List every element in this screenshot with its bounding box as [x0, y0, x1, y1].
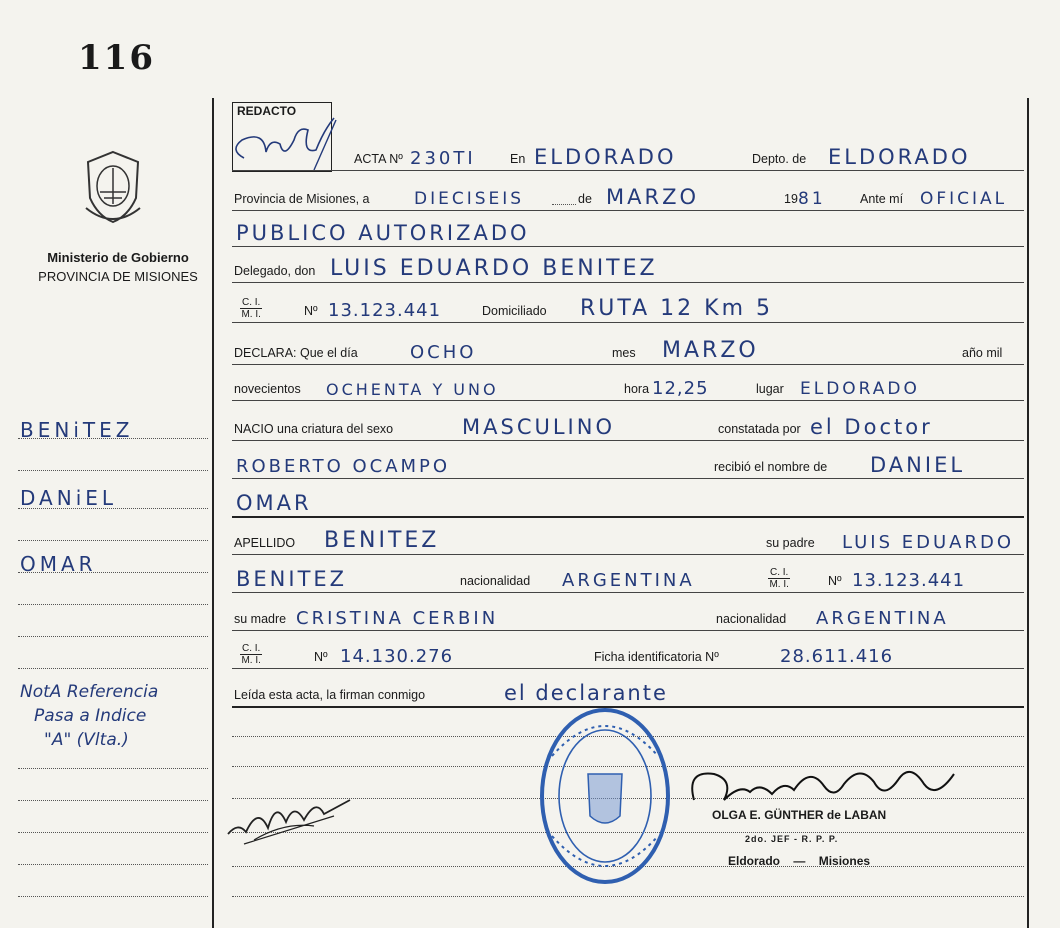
ci-mi-fraction: [240, 297, 262, 320]
mes-label: mes: [612, 346, 636, 360]
acta-row-3: [232, 216, 1024, 247]
dotted-fill: [552, 204, 576, 205]
mi-label: M. I.: [769, 579, 789, 590]
official-signature: [684, 760, 974, 814]
domicilio-label: Domiciliado: [482, 304, 547, 318]
acta-row-8: [232, 410, 1024, 441]
official-place: Eldorado — Misiones: [728, 854, 871, 868]
margin-note-line: Pasa a Indice: [34, 706, 147, 726]
mi-label: M. I.: [241, 309, 261, 320]
margin-line: [18, 896, 208, 897]
hora-value: 12,25: [652, 378, 709, 399]
lugar-label: lugar: [756, 382, 784, 396]
provincial-crest-icon: [78, 148, 148, 226]
acta-row-7: [232, 370, 1024, 401]
acta-row-10: [232, 486, 1024, 518]
en-label: En: [510, 152, 526, 166]
declarant-signature: [224, 792, 364, 852]
madre-nacionalidad: ARGENTINA: [816, 608, 949, 629]
provincia-label: Provincia de Misiones, a: [234, 192, 370, 206]
apellido-label: APELLIDO: [234, 536, 296, 550]
margin-line: [18, 864, 208, 865]
delegado-label: Delegado, don: [234, 264, 316, 278]
nacionalidad-label: nacionalidad: [460, 574, 531, 588]
ante-value-2: PUBLICO AUTORIZADO: [236, 221, 530, 245]
acta-row-12: [232, 562, 1024, 593]
delegado-value: LUIS EDUARDO BENITEZ: [330, 256, 658, 281]
ci-label: C. I.: [770, 567, 789, 578]
madre-doc-number: 14.130.276: [340, 646, 454, 667]
mi-label: M. I.: [241, 655, 261, 666]
acta-row-13: [232, 600, 1024, 631]
margin-surname: BENiTEZ: [20, 418, 134, 442]
margin-line: [18, 832, 208, 833]
domicilio-value: RUTA 12 Km 5: [580, 296, 773, 321]
padre-value: LUIS EDUARDO: [842, 532, 1015, 553]
de-label: de: [578, 192, 592, 206]
ficha-value: 28.611.416: [780, 646, 894, 667]
margin-line: [18, 540, 208, 541]
registry-stamp: [538, 706, 672, 886]
ficha-label: Ficha identificatoria Nº: [594, 650, 719, 664]
padre-label: su padre: [766, 536, 815, 550]
margin-line: [18, 668, 208, 669]
ministry-heading: [18, 248, 218, 286]
acta-row-5: [232, 292, 1024, 323]
hora-label: hora: [624, 382, 650, 396]
nacionalidad-label: nacionalidad: [716, 612, 787, 626]
mes-value: MARZO: [662, 338, 759, 363]
official-title: 2do. JEF - R. P. P.: [745, 834, 839, 844]
padre-nacionalidad: ARGENTINA: [562, 570, 695, 591]
ci-label: C. I.: [242, 297, 261, 308]
margin-name-2: OMAR: [20, 552, 97, 576]
ci-label: C. I.: [242, 643, 261, 654]
sexo-value: MASCULINO: [462, 415, 615, 439]
day-value: DIECISEIS: [414, 189, 525, 209]
margin-line: [18, 768, 208, 769]
official-place-city: Eldorado: [728, 854, 781, 868]
ci-mi-fraction: [240, 643, 262, 666]
acta-row-9: [232, 448, 1024, 479]
constatada-value: el Doctor: [810, 415, 933, 439]
ante-label: Ante mí: [860, 192, 904, 206]
madre-value: CRISTINA CERBIN: [296, 608, 499, 629]
firman-value: el declarante: [504, 681, 668, 705]
margin-note: [20, 680, 220, 752]
anio-value: OCHENTA Y UNO: [326, 380, 499, 399]
lugar-value: ELDORADO: [800, 379, 920, 399]
month-value: MARZO: [606, 185, 699, 209]
acta-number: 230TI: [410, 148, 476, 169]
depto-value: ELDORADO: [828, 145, 971, 169]
ci-mi-fraction: [768, 567, 790, 590]
margin-line: [18, 636, 208, 637]
acta-row-15: [232, 676, 1024, 708]
margin-line: [18, 470, 208, 471]
doctor-value: ROBERTO OCAMPO: [236, 456, 451, 477]
acta-label: ACTA Nº: [354, 152, 403, 166]
recibio-label: recibió el nombre de: [714, 460, 828, 474]
padre-value-2: BENITEZ: [236, 567, 348, 591]
en-value: ELDORADO: [534, 145, 677, 169]
year-suffix: 81: [798, 189, 826, 209]
madre-label: su madre: [234, 612, 287, 626]
margin-line: [18, 604, 208, 605]
padre-doc-number: 13.123.441: [852, 570, 966, 591]
redacto-label: REDACTO: [237, 104, 297, 118]
margin-line: [18, 800, 208, 801]
ante-value: OFICIAL: [920, 189, 1008, 209]
leida-label: Leída esta acta, la firman conmigo: [234, 688, 426, 702]
province-name: PROVINCIA DE MISIONES: [38, 269, 198, 284]
acta-row-14: [232, 638, 1024, 669]
acta-row-2: [232, 180, 1024, 211]
margin-note-line: "A" (Vlta.): [44, 730, 129, 750]
depto-label: Depto. de: [752, 152, 807, 166]
no-label: Nº: [304, 304, 318, 318]
ministry-name: Ministerio de Gobierno: [47, 250, 189, 265]
nacio-label: NACIO una criatura del sexo: [234, 422, 394, 436]
dia-value: OCHO: [410, 342, 477, 363]
official-place-province: Misiones: [818, 854, 871, 868]
acta-row-4: [232, 252, 1024, 283]
declara-label: DECLARA: Que el día: [234, 346, 358, 360]
novecientos-label: novecientos: [234, 382, 301, 396]
year-prefix: 19: [784, 192, 798, 206]
nombre-value-2: OMAR: [236, 491, 312, 515]
nombre-value: DANIEL: [870, 453, 966, 477]
apellido-value: BENITEZ: [324, 528, 440, 553]
anio-label: año mil: [962, 346, 1003, 360]
no-label: Nº: [314, 650, 328, 664]
acta-row-11: [232, 524, 1024, 555]
margin-note-line: NotA Referencia: [20, 682, 159, 702]
page-number: 116: [78, 38, 155, 78]
margin-name-1: DANiEL: [20, 486, 118, 510]
blank-line: [232, 896, 1024, 897]
no-label: Nº: [828, 574, 842, 588]
official-name: OLGA E. GÜNTHER de LABAN: [712, 808, 887, 822]
acta-row-1: [232, 140, 1024, 171]
declarant-doc-number: 13.123.441: [328, 300, 442, 321]
acta-row-6: [232, 334, 1024, 365]
constatada-label: constatada por: [718, 422, 801, 436]
